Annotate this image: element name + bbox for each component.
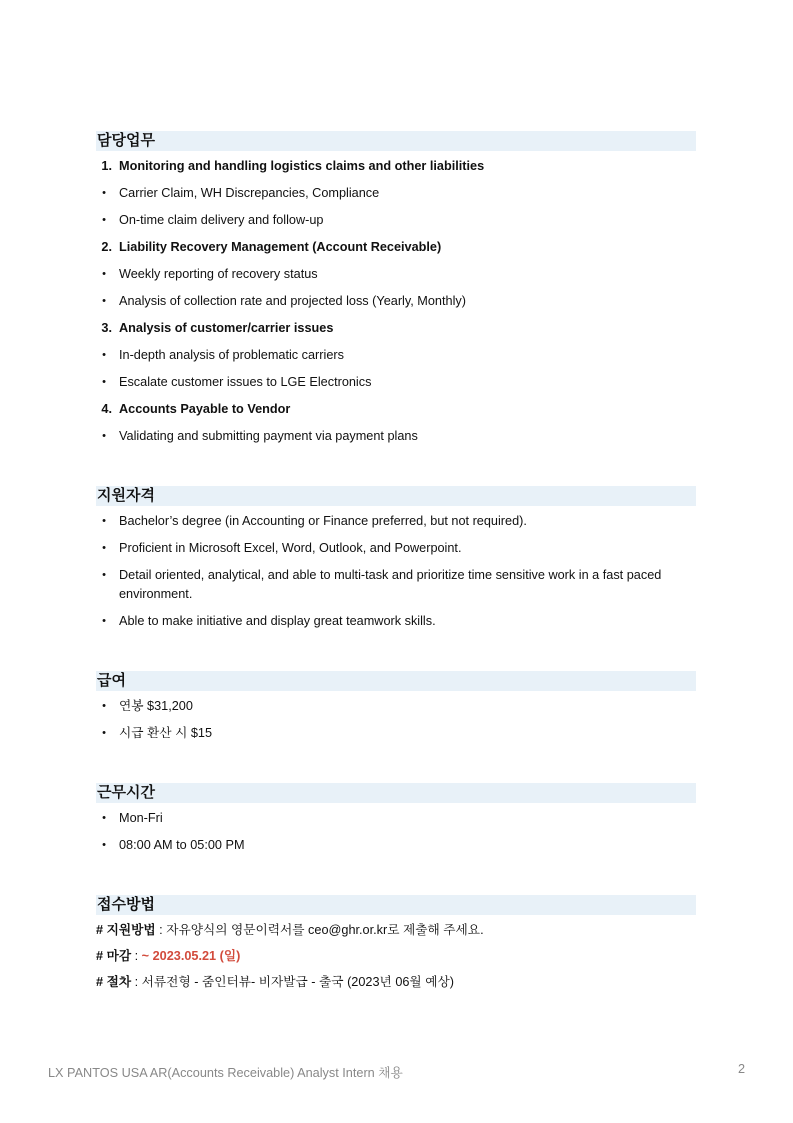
list-item-text: 연봉 $31,200 xyxy=(119,699,193,713)
bullet-list-item xyxy=(96,697,696,716)
list-item-text: 시급 환산 시 $15 xyxy=(119,726,213,740)
section-title-salary: 급여 xyxy=(96,671,696,691)
bullet-marker: • xyxy=(102,515,106,527)
bullet-marker: • xyxy=(102,615,106,627)
list-number: 2. xyxy=(101,240,112,254)
list-item-text: Accounts Payable to Vendor xyxy=(119,402,291,416)
list-item-text: Mon-Fri xyxy=(119,811,163,825)
bullet-marker: • xyxy=(102,214,106,226)
bullet-list-item xyxy=(96,184,696,203)
list-number: 3. xyxy=(101,321,112,335)
list-item-text: Analysis of customer/carrier issues xyxy=(119,321,334,335)
salary-list xyxy=(96,697,696,743)
list-item-text: Validating and submitting payment via payment plans xyxy=(119,429,418,443)
bullet-marker: • xyxy=(102,376,106,388)
bullet-list-item xyxy=(96,292,696,311)
application-method-separator: : xyxy=(155,923,167,937)
section-salary xyxy=(96,671,696,743)
list-item-text: Carrier Claim, WH Discrepancies, Compliance xyxy=(119,186,380,200)
section-hours xyxy=(96,783,696,855)
list-item-text: In-depth analysis of problematic carriers xyxy=(119,348,344,362)
section-title-qualifications: 지원자격 xyxy=(96,486,696,506)
list-item-text: Analysis of collection rate and projected loss (Yearly, Monthly) xyxy=(119,294,466,308)
bullet-list-item xyxy=(96,612,696,631)
list-item-text: Proficient in Microsoft Excel, Word, Outlook, and Powerpoint. xyxy=(119,541,462,555)
numbered-list-item xyxy=(96,157,696,176)
numbered-list-item xyxy=(96,400,696,419)
list-item-text: Monitoring and handling logistics claims and other liabilities xyxy=(119,159,485,173)
bullet-list-item xyxy=(96,512,696,531)
bullet-marker: • xyxy=(102,542,106,554)
application-process-line xyxy=(96,973,696,992)
section-title-duties: 담당업무 xyxy=(96,131,696,151)
bullet-marker: • xyxy=(102,430,106,442)
list-item-text: 08:00 AM to 05:00 PM xyxy=(119,838,245,852)
section-title-hours: 근무시간 xyxy=(96,783,696,803)
bullet-list-item xyxy=(96,566,696,604)
footer-page-number: 2 xyxy=(737,1062,745,1076)
application-deadline-line xyxy=(96,947,696,966)
bullet-list-item xyxy=(96,427,696,446)
bullet-marker: • xyxy=(102,569,106,581)
application-deadline-date: ~ 2023.05.21 (일) xyxy=(141,949,241,963)
section-duties xyxy=(96,131,696,446)
bullet-list-item xyxy=(96,539,696,558)
list-item-text: Weekly reporting of recovery status xyxy=(119,267,318,281)
bullet-marker: • xyxy=(102,268,106,280)
bullet-marker: • xyxy=(102,812,106,824)
bullet-list-item xyxy=(96,724,696,743)
bullet-list-item xyxy=(96,809,696,828)
bullet-list-item xyxy=(96,346,696,365)
bullet-marker: • xyxy=(102,187,106,199)
list-item-text: Liability Recovery Management (Account Receivable) xyxy=(119,240,442,254)
qualifications-list xyxy=(96,512,696,631)
list-number: 1. xyxy=(101,159,112,173)
list-item-text: Escalate customer issues to LGE Electronics xyxy=(119,375,372,389)
list-item-text: Detail oriented, analytical, and able to multi-task and prioritize time sensitive work in a fast paced environment. xyxy=(119,568,662,601)
list-item-text: Bachelor’s degree (in Accounting or Finance preferred, but not required). xyxy=(119,514,527,528)
bullet-list-item xyxy=(96,373,696,392)
application-process-label: # 절차 xyxy=(96,975,132,989)
numbered-list-item xyxy=(96,238,696,257)
bullet-marker: • xyxy=(102,349,106,361)
bullet-marker: • xyxy=(102,839,106,851)
application-deadline-label: # 마감 xyxy=(96,949,132,963)
application-method-text: 자유양식의 영문이력서를 ceo@ghr.or.kr로 제출해 주세요. xyxy=(166,923,484,937)
application-method-label: # 지원방법 xyxy=(96,923,156,937)
hours-list xyxy=(96,809,696,855)
section-qualifications xyxy=(96,486,696,631)
list-item-text: On-time claim delivery and follow-up xyxy=(119,213,324,227)
bullet-marker: • xyxy=(102,295,106,307)
list-number: 4. xyxy=(101,402,112,416)
list-item-text: Able to make initiative and display great teamwork skills. xyxy=(119,614,436,628)
page-footer xyxy=(48,1062,745,1081)
duties-list xyxy=(96,157,696,446)
numbered-list-item xyxy=(96,319,696,338)
bullet-list-item xyxy=(96,836,696,855)
section-title-application: 접수방법 xyxy=(96,895,696,915)
application-deadline-separator: : xyxy=(131,949,142,963)
bullet-marker: • xyxy=(102,727,106,739)
application-method-line xyxy=(96,921,696,940)
section-application xyxy=(96,895,696,992)
bullet-list-item xyxy=(96,211,696,230)
application-process-separator: : xyxy=(131,975,142,989)
application-process-text: 서류전형 - 줌인터뷰- 비자발급 - 출국 (2023년 06월 예상) xyxy=(141,975,454,989)
document-body xyxy=(96,131,696,1032)
bullet-list-item xyxy=(96,265,696,284)
footer-document-title: LX PANTOS USA AR(Accounts Receivable) Analyst Intern 채용 xyxy=(48,1066,403,1080)
bullet-marker: • xyxy=(102,700,106,712)
